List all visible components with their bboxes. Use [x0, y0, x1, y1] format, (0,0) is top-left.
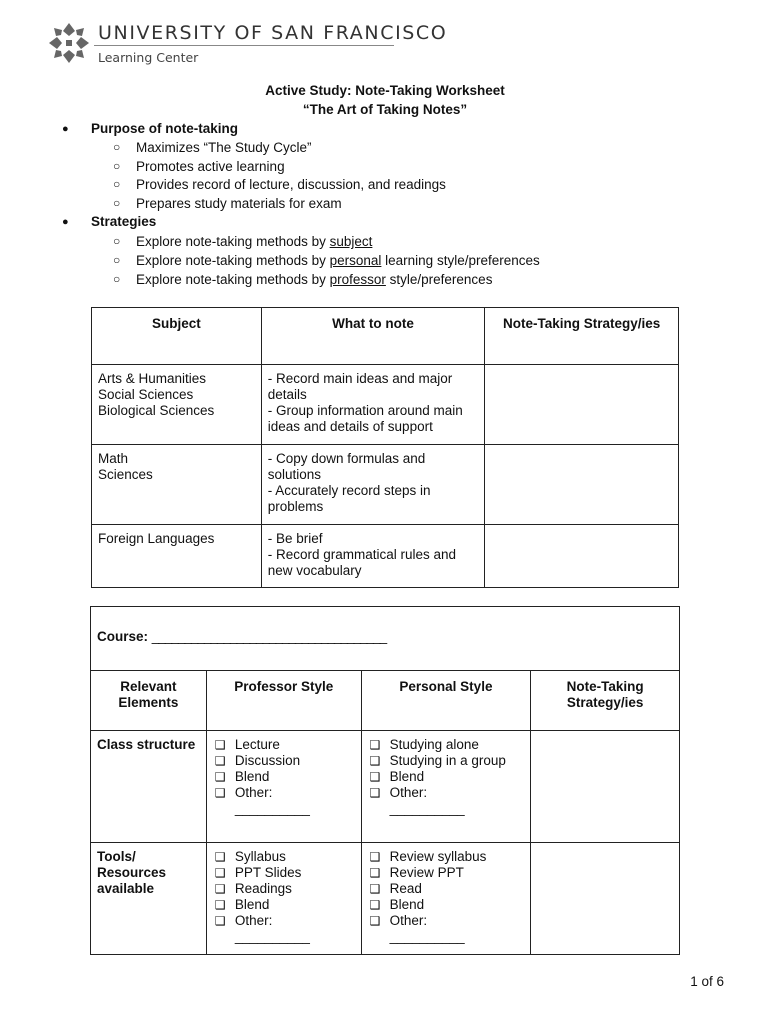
table-row — [91, 843, 680, 955]
purpose-item: Prepares study materials for exam — [136, 196, 342, 211]
checkbox-blend[interactable]: ❑ Blend — [368, 897, 525, 913]
table-header: Personal Style — [361, 671, 531, 731]
other-blank-line[interactable]: __________ — [389, 801, 465, 816]
checkbox-ppt-slides[interactable]: ❑ PPT Slides — [213, 865, 355, 881]
strategy-item: Explore note-taking methods by personal learning style/preferences — [136, 253, 540, 268]
checkbox-review-ppt[interactable]: ❑ Review PPT — [368, 865, 525, 881]
table-header: Professor Style — [206, 671, 361, 731]
professor-style-cell — [206, 731, 361, 843]
checkbox-other[interactable]: ❑ Other: — [368, 785, 525, 801]
sub-bullet-icon: ○ — [113, 272, 121, 286]
table-row — [92, 445, 679, 525]
strategy-cell[interactable] — [485, 445, 679, 525]
subject-cell: Math Sciences — [92, 445, 262, 525]
purpose-item: Maximizes “The Study Cycle” — [136, 140, 312, 155]
strategy-cell[interactable] — [531, 731, 680, 843]
other-blank-line[interactable]: __________ — [389, 929, 465, 944]
page-number: 1 of 6 — [690, 974, 724, 989]
university-name: UNIVERSITY OF SAN FRANCISCO — [98, 22, 448, 44]
note-cell: - Record main ideas and major details - Group information around main ideas and details of support — [261, 365, 485, 445]
checkbox-studying-group[interactable]: ❑ Studying in a group — [368, 753, 525, 769]
course-row[interactable]: Course: ____________________________________ — [91, 607, 680, 671]
note-cell: - Copy down formulas and solutions - Accurately record steps in problems — [261, 445, 485, 525]
learning-center-name: Learning Center — [98, 50, 199, 65]
element-cell: Class structure — [91, 731, 207, 843]
personal-style-cell — [361, 731, 531, 843]
checkbox-readings[interactable]: ❑ Readings — [213, 881, 355, 897]
strategy-cell[interactable] — [485, 365, 679, 445]
worksheet-subtitle: “The Art of Taking Notes” — [302, 102, 468, 117]
checkbox-blend[interactable]: ❑ Blend — [213, 769, 355, 785]
purpose-item: Provides record of lecture, discussion, and readings — [136, 177, 446, 192]
strategies-heading: Strategies — [91, 214, 157, 229]
bullet-icon: ● — [62, 123, 69, 135]
header-divider — [94, 45, 394, 46]
subject-strategy-table — [91, 307, 679, 588]
worksheet-title: Active Study: Note-Taking Worksheet — [265, 83, 505, 98]
checkbox-review-syllabus[interactable]: ❑ Review syllabus — [368, 849, 525, 865]
table-header: Note-Taking Strategy/ies — [531, 671, 680, 731]
usf-logo-icon — [48, 22, 90, 64]
other-blank-line[interactable]: __________ — [234, 929, 310, 944]
sub-bullet-icon: ○ — [113, 196, 121, 210]
table-header: What to note — [261, 308, 485, 365]
sub-bullet-icon: ○ — [113, 253, 121, 267]
course-style-table — [90, 606, 680, 955]
strategy-item: Explore note-taking methods by subject — [136, 234, 373, 249]
purpose-heading: Purpose of note-taking — [91, 121, 239, 136]
checkbox-other[interactable]: ❑ Other: — [368, 913, 525, 929]
checkbox-studying-alone[interactable]: ❑ Studying alone — [368, 737, 525, 753]
professor-style-cell — [206, 843, 361, 955]
sub-bullet-icon: ○ — [113, 159, 121, 173]
checkbox-lecture[interactable]: ❑ Lecture — [213, 737, 355, 753]
checkbox-syllabus[interactable]: ❑ Syllabus — [213, 849, 355, 865]
table-header: Relevant Elements — [91, 671, 207, 731]
table-row — [91, 731, 680, 843]
table-header: Subject — [92, 308, 262, 365]
purpose-item: Promotes active learning — [136, 159, 285, 174]
table-header: Note-Taking Strategy/ies — [485, 308, 679, 365]
sub-bullet-icon: ○ — [113, 177, 121, 191]
note-cell: - Be brief - Record grammatical rules and new vocabulary — [261, 525, 485, 588]
sub-bullet-icon: ○ — [113, 140, 121, 154]
checkbox-read[interactable]: ❑ Read — [368, 881, 525, 897]
strategy-item: Explore note-taking methods by professor style/preferences — [136, 272, 493, 287]
strategy-cell[interactable] — [485, 525, 679, 588]
personal-style-cell — [361, 843, 531, 955]
bullet-icon: ● — [62, 216, 69, 228]
checkbox-other[interactable]: ❑ Other: — [213, 913, 355, 929]
element-cell: Tools/ Resources available — [91, 843, 207, 955]
checkbox-discussion[interactable]: ❑ Discussion — [213, 753, 355, 769]
checkbox-blend[interactable]: ❑ Blend — [368, 769, 525, 785]
subject-cell: Arts & Humanities Social Sciences Biological Sciences — [92, 365, 262, 445]
sub-bullet-icon: ○ — [113, 234, 121, 248]
checkbox-other[interactable]: ❑ Other: — [213, 785, 355, 801]
table-row — [92, 525, 679, 588]
subject-cell: Foreign Languages — [92, 525, 262, 588]
table-row — [92, 365, 679, 445]
checkbox-blend[interactable]: ❑ Blend — [213, 897, 355, 913]
other-blank-line[interactable]: __________ — [234, 801, 310, 816]
strategy-cell[interactable] — [531, 843, 680, 955]
